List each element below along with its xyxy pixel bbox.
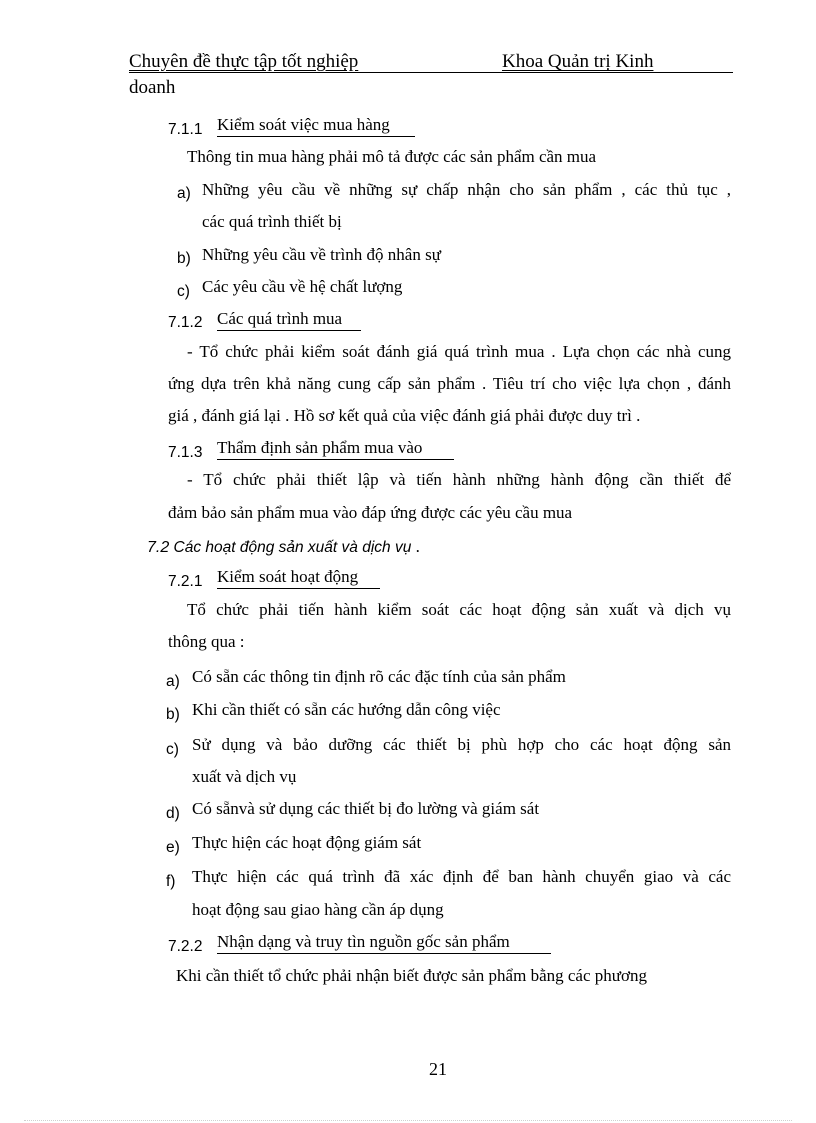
list-item-text-cont: các quá trình thiết bị (202, 212, 342, 231)
section-title-72-tail: . (415, 537, 420, 556)
section-number-722: 7.2.2 (168, 938, 203, 955)
section-title-72: Các hoạt động sản xuất và dịch vụ (173, 539, 412, 556)
section-heading-722 (217, 932, 551, 954)
page-number: 21 (429, 1059, 447, 1079)
list-item-text: Những yêu cầu về những sự chấp nhận cho sản phẩm , các thủ tục , (202, 180, 731, 199)
list-item-text-cont: xuất và dịch vụ (192, 767, 297, 786)
section-title-713: Thẩm định sản phẩm mua vào (217, 438, 454, 460)
list-item-text: Sử dụng và bảo dưỡng các thiết bị phù hợp cho các hoạt động sản (192, 735, 731, 754)
header-faculty-cont: doanh (129, 77, 176, 98)
paragraph-721-line: thông qua : (168, 632, 245, 651)
list-item-text: Các yêu cầu về hệ chất lượng (202, 277, 403, 296)
page-bottom-divider (24, 1120, 792, 1121)
list-marker: a) (177, 185, 191, 202)
section-number-711: 7.1.1 (168, 121, 203, 138)
list-item-text: Những yêu cầu về trình độ nhân sự (202, 245, 441, 264)
section-title-721: Kiểm soát hoạt động (217, 567, 380, 589)
section-heading-711 (217, 115, 415, 137)
section-number-712: 7.1.2 (168, 314, 203, 331)
header-rule (129, 72, 733, 73)
section-title-711: Kiểm soát việc mua hàng (217, 115, 415, 137)
section-number-72: 7.2 (147, 539, 170, 556)
paragraph-722: Khi cần thiết tổ chức phải nhận biết được sản phẩm bằng các phương (176, 966, 647, 985)
list-marker: f) (166, 873, 176, 890)
list-item-text-cont: hoạt động sau giao hàng cần áp dụng (192, 900, 444, 919)
paragraph-712-line: giá , đánh giá lại . Hồ sơ kết quả của việc đánh giá phải được duy trì . (168, 406, 641, 425)
list-marker: d) (166, 805, 180, 822)
list-item-text: Thực hiện các hoạt động giám sát (192, 833, 422, 852)
list-marker: c) (166, 741, 179, 758)
header-course-title: Chuyên đề thực tập tốt nghiệp (129, 51, 359, 72)
section-heading-712 (217, 309, 361, 331)
paragraph-712-line: - Tổ chức phải kiểm soát đánh giá quá trình mua . Lựa chọn các nhà cung (187, 342, 731, 361)
header-faculty: Khoa Quản trị Kinh (502, 51, 654, 72)
list-item-text: Có sẵn các thông tin định rõ các đặc tính của sản phẩm (192, 667, 566, 686)
paragraph-713-line: - Tổ chức phải thiết lập và tiến hành những hành động cần thiết để (187, 470, 731, 489)
section-heading-72 (147, 537, 420, 557)
list-marker: e) (166, 839, 180, 856)
list-marker: b) (166, 706, 180, 723)
list-marker: b) (177, 250, 191, 267)
paragraph-713-line: đảm bảo sản phẩm mua vào đáp ứng được các yêu cầu mua (168, 503, 573, 522)
list-marker: c) (177, 283, 190, 300)
paragraph-712-line: ứng dựa trên khả năng cung cấp sản phẩm . Tiêu trí cho việc lựa chọn , đánh (168, 374, 731, 393)
list-item-text: Khi cần thiết có sẵn các hướng dẫn công việc (192, 700, 501, 719)
section-heading-721 (217, 567, 380, 589)
section-number-721: 7.2.1 (168, 573, 203, 590)
section-number-713: 7.1.3 (168, 444, 203, 461)
section-title-712: Các quá trình mua (217, 309, 361, 331)
list-item-text: Thực hiện các quá trình đã xác định để ban hành chuyển giao và các (192, 867, 731, 886)
paragraph-721-line: Tổ chức phải tiến hành kiểm soát các hoạt động sản xuất và dịch vụ (187, 600, 731, 619)
section-title-722: Nhận dạng và truy tìn nguồn gốc sản phẩm (217, 932, 551, 954)
list-item-text: Có sẵnvà sử dụng các thiết bị đo lường và giám sát (192, 799, 540, 818)
paragraph-711-intro: Thông tin mua hàng phải mô tả được các sản phẩm cần mua (187, 147, 597, 166)
list-marker: a) (166, 673, 180, 690)
section-heading-713 (217, 438, 454, 460)
